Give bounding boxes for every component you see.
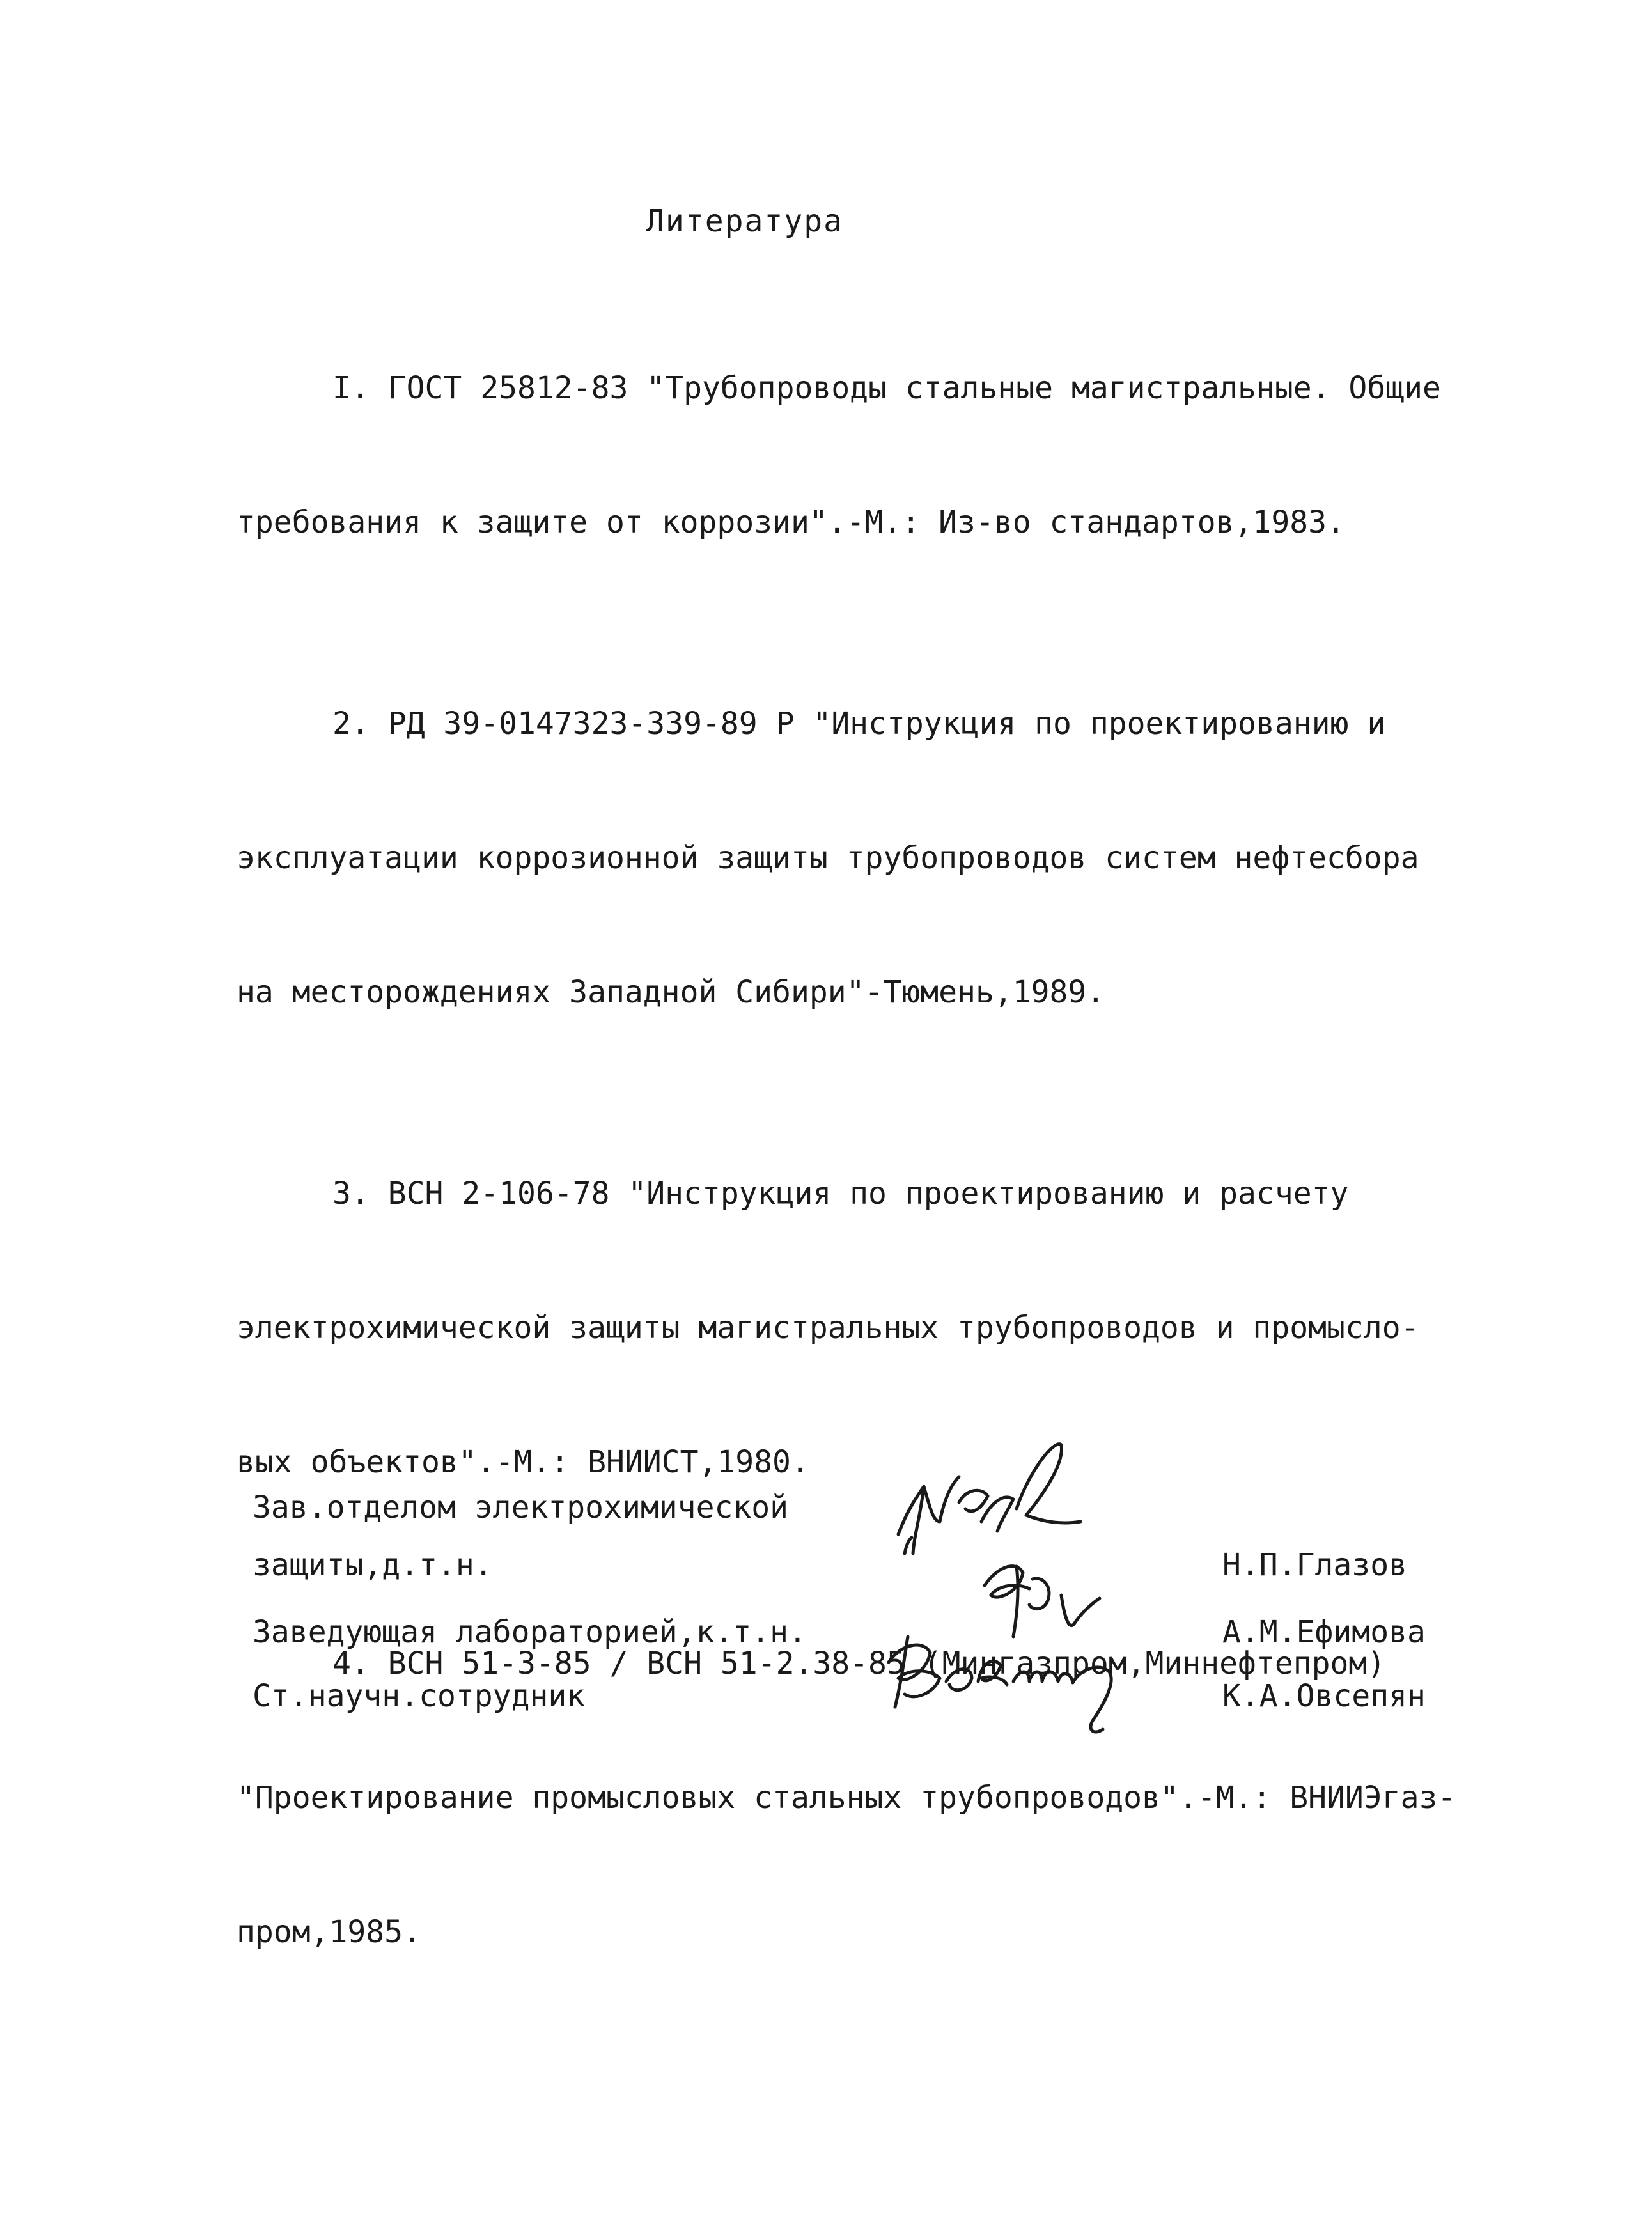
signatory-1-name: Н.П.Глазов: [1222, 1547, 1407, 1583]
signatory-3-name: К.А.Овсепян: [1222, 1678, 1426, 1714]
signatory-3-position: Ст.научн.сотрудник: [253, 1678, 586, 1714]
reference-item-1: [237, 288, 1554, 623]
reference-line: 3. ВСН 2-106-78 "Инструкция по проектированию и расчету: [332, 1176, 1349, 1212]
signature-1: [898, 1444, 1080, 1554]
signatory-2-position: Заведующая лабораторией,к.т.н.: [253, 1614, 807, 1650]
page-title: Литература: [646, 203, 843, 239]
reference-item-2: [237, 623, 1554, 1093]
reference-line: на месторождениях Западной Сибири"-Тюмень,1989.: [237, 974, 1105, 1010]
signatory-1-position-line-2: защиты,д.т.н.: [253, 1547, 493, 1583]
reference-line: I. ГОСТ 25812-83 "Трубопроводы стальные магистральные. Общие: [332, 370, 1441, 406]
handwritten-signatures: [869, 1426, 1227, 1758]
reference-line: 2. РД 39-0147323-339-89 Р "Инструкция по проектированию и: [332, 706, 1386, 742]
reference-line: "Проектирование промысловых стальных трубопроводов".-М.: ВНИИЭгаз-: [237, 1780, 1456, 1816]
signature-2: [985, 1566, 1100, 1637]
reference-line: 4. ВСН 51-3-85 / ВСН 51-2.38-85 (Мингазпром,Миннефтепром): [332, 1646, 1386, 1681]
reference-list: [237, 288, 1554, 2033]
reference-line: эксплуатации коррозионной защиты трубопроводов систем нефтесбора: [237, 840, 1419, 876]
signatory-1-position-line-1: Зав.отделом электрохимической: [253, 1490, 789, 1525]
signatory-2-name: А.М.Ефимова: [1222, 1614, 1426, 1650]
reference-line: вых объектов".-М.: ВНИИСТ,1980.: [237, 1444, 809, 1480]
reference-line: требования к защите от коррозии".-М.: Из-во стандартов,1983.: [237, 504, 1345, 540]
reference-line: пром,1985.: [237, 1914, 421, 1950]
signature-3: [889, 1637, 1111, 1732]
reference-line: электрохимической защиты магистральных трубопроводов и промысло-: [237, 1310, 1419, 1346]
